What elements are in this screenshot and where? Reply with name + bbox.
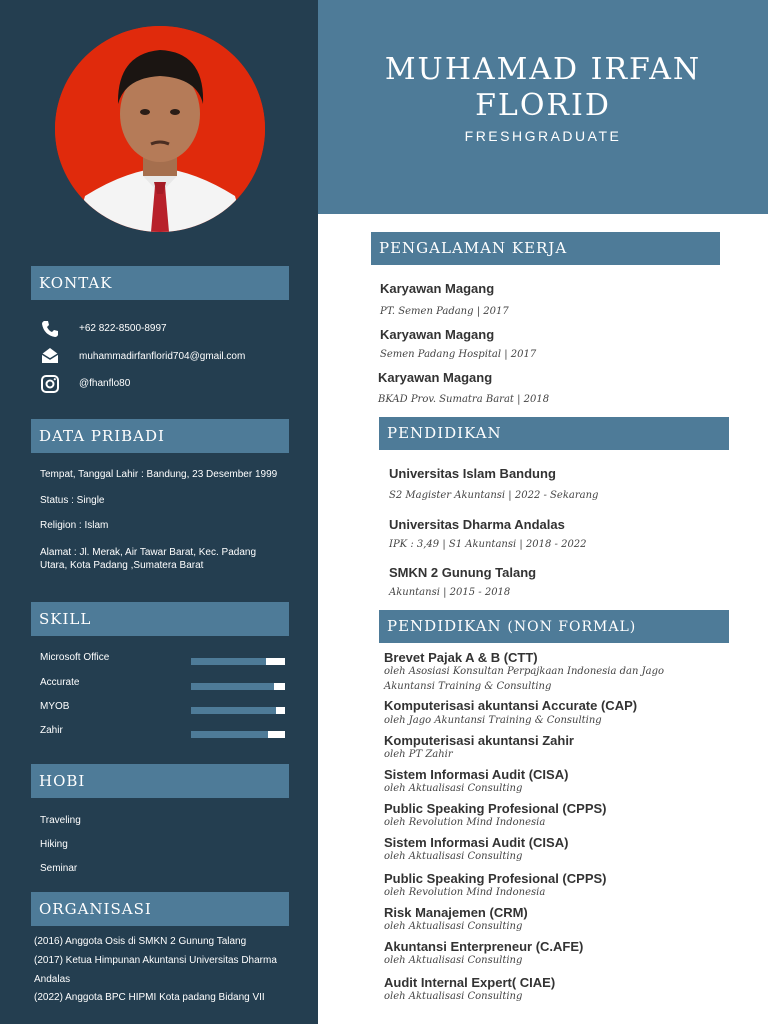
training-provider: oleh Asosiasi Konsultan Perpajkaan Indonesia dan Jago [384,666,665,677]
work-detail: Semen Padang Hospital | 2017 [380,349,537,360]
training-provider: oleh Jago Akuntansi Training & Consulting [384,715,602,726]
training-provider: oleh Aktualisasi Consulting [384,783,523,794]
skill-bar-fill [191,683,274,690]
skill-section-title: SKILL [31,602,289,636]
skill-bar-fill [191,658,266,665]
training-name: Brevet Pajak A & B (CTT) [384,650,538,665]
contact-section-title: KONTAK [31,266,289,300]
skill-label: Zahir [40,725,63,736]
training-name: Komputerisasi akuntansi Accurate (CAP) [384,698,638,713]
phone-icon [40,319,60,339]
education-school: Universitas Islam Bandung [389,466,556,481]
work-role: Karyawan Magang [378,370,493,385]
training-name: Komputerisasi akuntansi Zahir [384,733,574,748]
training-provider: oleh Aktualisasi Consulting [384,991,523,1002]
skill-bar-fill [191,707,276,714]
religion-text: Religion : Islam [40,520,109,531]
training-provider: oleh Aktualisasi Consulting [384,921,523,932]
training-name: Sistem Informasi Audit (CISA) [384,835,569,850]
work-detail: PT. Semen Padang | 2017 [380,306,509,317]
instagram-icon [40,374,60,394]
education-school: Universitas Dharma Andalas [389,517,565,532]
organization-line: (2022) Anggota BPC HIPMI Kota padang Bidang VII [34,992,265,1003]
personal-section-title: DATA PRIBADI [31,419,289,453]
instagram-text: @fhanflo80 [79,378,131,389]
hobby-item: Traveling [40,815,81,826]
skill-bar [191,683,285,690]
profile-photo [55,26,265,232]
nonformal-section-title [379,610,729,643]
training-name: Akuntansi Enterpreneur (C.AFE) [384,939,584,954]
work-section-title: PENGALAMAN KERJA [371,232,720,265]
training-provider-line-2: Akuntansi Training & Consulting [384,681,552,692]
subtitle: FRESHGRADUATE [464,128,622,144]
email-icon [40,346,60,366]
address-line-2: Utara, Kota Padang ,Sumatera Barat [40,560,204,571]
organization-section-title: ORGANISASI [31,892,289,926]
nonformal-title-suffix: (NON FORMAL) [507,619,637,635]
skill-label: MYOB [40,701,70,712]
education-section-title: PENDIDIKAN [379,417,729,450]
hobby-section-title: HOBI [31,764,289,798]
hobby-item: Hiking [40,839,68,850]
skill-bar [191,707,285,714]
training-provider: oleh Aktualisasi Consulting [384,955,523,966]
phone-text: +62 822-8500-8997 [79,323,167,334]
organization-line: (2017) Ketua Himpunan Akuntansi Universitas Dharma [34,955,277,966]
training-provider: oleh Revolution Mind Indonesia [384,887,546,898]
hobby-item: Seminar [40,863,78,874]
nonformal-title-main: PENDIDIKAN [387,617,502,635]
training-name: Sistem Informasi Audit (CISA) [384,767,569,782]
work-role: Karyawan Magang [380,281,495,296]
skill-bar [191,731,285,738]
work-detail: BKAD Prov. Sumatra Barat | 2018 [378,394,550,405]
training-provider: oleh Aktualisasi Consulting [384,851,523,862]
education-detail: S2 Magister Akuntansi | 2022 - Sekarang [389,490,599,501]
birth-text: Tempat, Tanggal Lahir : Bandung, 23 Desember 1999 [40,469,278,480]
training-name: Public Speaking Profesional (CPPS) [384,871,607,886]
organization-line: (2016) Anggota Osis di SMKN 2 Gunung Talang [34,936,247,947]
skill-bar-fill [191,731,268,738]
name-line-2: FLORID [475,88,611,123]
training-name: Public Speaking Profesional (CPPS) [384,801,607,816]
education-detail: IPK : 3,49 | S1 Akuntansi | 2018 - 2022 [389,539,587,550]
training-name: Risk Manajemen (CRM) [384,905,528,920]
skill-label: Accurate [40,677,80,688]
education-school: SMKN 2 Gunung Talang [389,565,537,580]
skill-label: Microsoft Office [40,652,110,663]
training-provider: oleh PT Zahir [384,749,453,760]
address-line-1: Alamat : Jl. Merak, Air Tawar Barat, Kec. Padang [40,547,257,558]
education-detail: Akuntansi | 2015 - 2018 [389,587,511,598]
name-line-1: MUHAMAD IRFAN [384,52,702,87]
status-text: Status : Single [40,495,105,506]
training-provider: oleh Revolution Mind Indonesia [384,817,546,828]
organization-line: Andalas [34,974,71,985]
work-role: Karyawan Magang [380,327,495,342]
training-name: Audit Internal Expert( CIAE) [384,975,556,990]
email-text: muhammadirfanflorid704@gmail.com [79,351,246,362]
name-heading [318,52,768,124]
skill-bar [191,658,285,665]
